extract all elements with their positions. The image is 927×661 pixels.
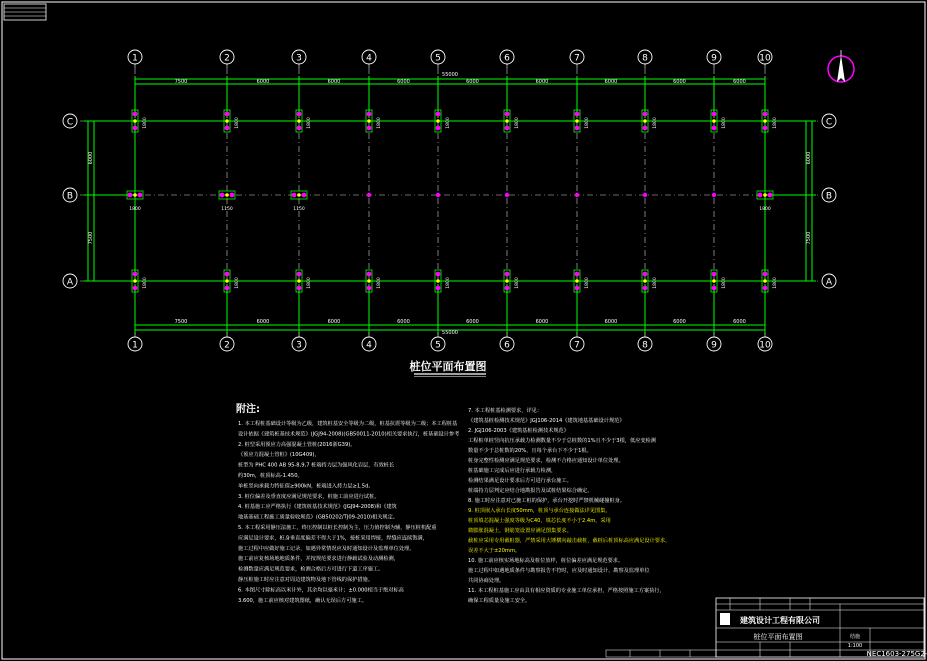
- pile-marker: [367, 126, 372, 131]
- pile-center: [505, 119, 509, 123]
- pile-marker: [297, 286, 302, 291]
- pile-center: [367, 119, 371, 123]
- bottom-spacing-label: 6000: [256, 319, 270, 325]
- top-spacing-label: 6000: [327, 79, 341, 85]
- column-axis-label: 6: [504, 340, 510, 351]
- row-axis-label: A: [825, 277, 833, 288]
- pile-marker: [220, 193, 225, 198]
- pile-marker: [712, 272, 717, 277]
- pile-marker: [302, 193, 307, 198]
- top-spacing-label: 6000: [466, 79, 479, 85]
- note-line: 4. 桩基施工应严格执行《建筑桩基技术规范》(JGJ94-2008)和《建筑: [238, 504, 397, 511]
- pile-center: [367, 279, 371, 283]
- note-line: 2. 桩型采用预应力高强混凝土管桩(2016浙G39)。: [238, 441, 356, 448]
- note-line: 1. 本工程桩基础设计等级为乙级，建筑桩基安全等级为二级，桩基抗震等级为二级；本工程桩基: [238, 421, 458, 427]
- pile-marker: [575, 286, 580, 291]
- pile-center: [436, 279, 440, 283]
- pile-marker: [505, 126, 510, 131]
- note-line: 6. 本图尺寸除标高以米计外，其余均以毫米计；±0.000相当于绝对标高: [238, 587, 404, 594]
- left-spacing-label: 6000: [88, 151, 94, 165]
- pile-marker: [643, 272, 648, 277]
- note-line: 设计依据《建筑桩基技术规范》(JGJ94-2008)(GB50011-2010)相关要求执行，桩基础设计参考: [238, 431, 460, 438]
- note-line: 施工前应复核场地地质条件，并按规范要求进行静载试验及动测检测，: [238, 556, 399, 563]
- row-axis-label: A: [66, 277, 74, 288]
- pile-marker: [367, 286, 372, 291]
- pile-marker: [367, 272, 372, 277]
- row-axis-label: C: [825, 117, 833, 128]
- note-line: 静压桩施工时应注意对周边建筑物及地下管线的保护措施。: [238, 577, 373, 583]
- pile-marker: [225, 286, 230, 291]
- pile-dimension-label: 1800: [446, 117, 451, 129]
- pile-marker: [505, 193, 509, 197]
- pile-marker: [367, 193, 371, 197]
- note-line: 共同协商处理。: [468, 578, 505, 584]
- pile-dimension-label: 1800: [585, 117, 590, 129]
- column-axis-label: 9: [711, 53, 717, 64]
- pile-center: [712, 119, 716, 123]
- pile-dimension-label: 1800: [307, 277, 312, 289]
- pile-marker: [758, 193, 763, 198]
- note-line: 3.600，施工前应核对建筑图纸，确认无误后方可施工。: [238, 597, 367, 604]
- note-line: 检测结果满足设计要求后方可进行承台施工。: [468, 478, 572, 484]
- top-spacing-label: 6000: [673, 79, 686, 85]
- pile-marker: [712, 193, 716, 197]
- note-line: 检测数量应满足规范要求，检测合格后方可进行下道工序施工。: [238, 566, 384, 573]
- column-axis-label: 2: [224, 340, 230, 351]
- pile-center: [225, 119, 229, 123]
- pile-dimension-label: 1800: [773, 277, 778, 289]
- note-line: 误差不大于±20mm。: [468, 548, 521, 554]
- pile-center: [643, 119, 647, 123]
- pile-marker: [505, 272, 510, 277]
- pile-dimension-label: 1800: [377, 117, 382, 129]
- bottom-spacing-label: 6000: [327, 319, 341, 325]
- pile-center: [297, 193, 301, 197]
- pile-dimension-label: 1800: [129, 207, 141, 212]
- pile-marker: [505, 112, 510, 117]
- pile-center: [575, 279, 579, 283]
- pile-marker: [225, 272, 230, 277]
- pile-center: [297, 279, 301, 283]
- pile-marker: [230, 193, 235, 198]
- pile-dimension-label: 1800: [653, 277, 658, 289]
- pile-dimension-label: 1800: [585, 277, 590, 289]
- pile-marker: [643, 112, 648, 117]
- pile-dimension-label: 1800: [759, 207, 771, 212]
- company-name: 建筑设计工程有限公司: [740, 616, 820, 625]
- note-line: 工程桩单桩竖向抗压承载力检测数量不少于总桩数的1%且不少于3根，低应变检测: [468, 438, 656, 444]
- pile-dimension-label: 1800: [377, 277, 382, 289]
- total-length-top: 55000: [442, 72, 458, 78]
- pile-marker: [436, 126, 441, 131]
- pile-marker: [138, 193, 143, 198]
- pile-marker: [292, 193, 297, 198]
- pile-dimension-label: 1800: [515, 277, 520, 289]
- note-line: 单桩竖向承载力特征值≥900kN，桩端进入持力层≥1.5d。: [238, 483, 374, 490]
- column-axis-label: 8: [642, 340, 648, 351]
- note-line: 桩型为 PHC 400 AB 95-8,9,7 桩端持力层为强风化岩层，有效桩长: [238, 462, 395, 469]
- title-block-scale: 1:100: [847, 643, 863, 649]
- note-line: 桩顶填芯混凝土强度等级为C40，填芯长度不小于2.4m，采用: [468, 518, 611, 524]
- pile-marker: [712, 112, 717, 117]
- column-axis-label: 6: [504, 53, 510, 64]
- note-line: 《预应力混凝土管桩》(10G409)，: [238, 452, 320, 459]
- note-line: 3. 桩位偏差及垂直度应满足规范要求，桩施工前应进行试桩。: [238, 493, 380, 500]
- pile-center: [436, 119, 440, 123]
- pile-marker: [225, 112, 230, 117]
- pile-marker: [575, 126, 580, 131]
- bottom-spacing-label: 6000: [604, 319, 618, 325]
- pile-marker: [436, 112, 441, 117]
- bottom-spacing-label: 6000: [535, 319, 549, 325]
- pile-dimension-label: 1800: [653, 117, 658, 129]
- note-line: 地基基础工程施工质量验收规范》(GB50202/TJ09-2010)相关规定。: [238, 514, 398, 521]
- drawing-number: NEC1603-275G2-: [866, 650, 927, 658]
- column-axis-label: 4: [366, 53, 372, 64]
- pile-marker: [575, 272, 580, 277]
- note-line: 微膨胀混凝土，钢筋笼设置应满足图集要求。: [468, 528, 572, 534]
- pile-marker: [297, 112, 302, 117]
- pile-marker: [763, 272, 768, 277]
- drawing-title: 桩位平面布置图: [409, 360, 487, 373]
- pile-marker: [575, 193, 579, 197]
- column-axis-label: 1: [132, 340, 138, 351]
- note-line: 应满足设计要求，桩身垂直度偏差不得大于1%，接桩采用焊接，焊缝应连续饱满，: [238, 535, 428, 542]
- pile-marker: [128, 193, 133, 198]
- pile-marker: [133, 112, 138, 117]
- pile-dimension-label: 1800: [515, 117, 520, 129]
- column-axis-label: 3: [296, 53, 302, 64]
- note-line: 《建筑基桩检测技术规范》JGJ106-2014《建筑地基基础设计规范》: [468, 418, 625, 424]
- notes-heading: 附注:: [236, 404, 260, 415]
- top-spacing-label: 6000: [397, 79, 410, 85]
- column-axis-label: 9: [711, 340, 717, 351]
- pile-marker: [133, 272, 138, 277]
- pile-marker: [436, 286, 441, 291]
- title-block-drawing-name: 桩位平面布置图: [753, 633, 803, 641]
- pile-dimension-label: 1800: [773, 117, 778, 129]
- total-length-bottom: 55000: [442, 330, 458, 336]
- pile-center: [133, 193, 137, 197]
- pile-center: [763, 119, 767, 123]
- pile-marker: [505, 286, 510, 291]
- pile-marker: [712, 286, 717, 291]
- pile-marker: [133, 286, 138, 291]
- pile-marker: [436, 272, 441, 277]
- pile-dimension-label: 1150: [221, 207, 233, 212]
- pile-marker: [763, 112, 768, 117]
- top-spacing-label: 6000: [256, 79, 270, 85]
- pile-marker: [768, 193, 773, 198]
- note-line: 5. 本工程采用静压法施工，终压控制以桩长控制为主，压力值控制为辅，静压桩机配重: [238, 525, 437, 531]
- left-spacing-label: 7500: [88, 231, 94, 245]
- pile-center: [225, 279, 229, 283]
- column-axis-label: 4: [366, 340, 372, 351]
- note-line: 桩端持力层判定应结合地勘报告及试桩结果综合确定。: [468, 488, 593, 494]
- row-axis-label: C: [66, 117, 74, 128]
- column-axis-label: 5: [435, 340, 441, 351]
- note-line: 桩基础施工完成后应进行承载力检测，: [468, 468, 557, 474]
- bottom-spacing-label: 6000: [397, 319, 410, 325]
- title-block-sheet: 结施: [849, 634, 861, 640]
- top-spacing-label: 6000: [535, 79, 549, 85]
- column-axis-label: 2: [224, 53, 230, 64]
- note-line: 10. 施工前应核实场地标高及桩位放样，桩位偏差应满足规范要求。: [468, 558, 624, 564]
- pile-dimension-label: 1800: [235, 277, 240, 289]
- note-line: 9. 桩顶嵌入承台长度50mm，桩顶与承台连接做法详见图集，: [468, 508, 611, 514]
- pile-marker: [575, 112, 580, 117]
- column-axis-label: 3: [296, 340, 302, 351]
- top-spacing-label: 7500: [174, 79, 188, 85]
- pile-center: [297, 119, 301, 123]
- note-line: 确保工程质量及施工安全。: [468, 598, 531, 604]
- note-line: 桩身完整性检测应满足规范要求，检测不合格应通知设计单位处理。: [468, 458, 624, 464]
- pile-dimension-label: 1800: [307, 117, 312, 129]
- pile-marker: [436, 193, 440, 197]
- pile-center: [505, 279, 509, 283]
- pile-marker: [763, 126, 768, 131]
- row-axis-label: B: [66, 191, 74, 202]
- note-line: 截桩应采用专用截桩器，严禁采用大锤横向敲击截桩，截桩后桩顶标高应满足设计要求，: [468, 538, 671, 544]
- note-line: 11. 本工程桩基施工应由具有相应资质的专业施工单位承担，严格按照施工方案执行，: [468, 588, 665, 594]
- bottom-spacing-label: 6000: [673, 319, 686, 325]
- pile-dimension-label: 1800: [446, 277, 451, 289]
- pile-center: [763, 279, 767, 283]
- column-axis-label: 7: [574, 53, 580, 64]
- column-axis-label: 8: [642, 53, 648, 64]
- top-spacing-label: 6000: [604, 79, 618, 85]
- pile-marker: [133, 126, 138, 131]
- pile-center: [575, 119, 579, 123]
- pile-marker: [297, 126, 302, 131]
- pile-marker: [297, 272, 302, 277]
- pile-marker: [643, 286, 648, 291]
- top-spacing-label: 6000: [733, 79, 746, 85]
- bottom-spacing-label: 6000: [466, 319, 479, 325]
- column-axis-label: 10: [759, 53, 771, 64]
- bottom-spacing-label: 7500: [174, 319, 188, 325]
- pile-center: [133, 119, 137, 123]
- note-line: 数量不少于总桩数的20%，且每个承台下不少于1根。: [468, 448, 592, 454]
- note-line: 约30m，桩顶标高-1.450。: [238, 473, 303, 479]
- pile-center: [133, 279, 137, 283]
- pile-marker: [643, 126, 648, 131]
- row-axis-label: B: [825, 191, 833, 202]
- note-line: 2. JGJ106-2003《建筑基桩检测技术规范》: [468, 428, 569, 434]
- pile-dimension-label: 1800: [143, 117, 148, 129]
- pile-center: [225, 193, 229, 197]
- note-line: 7. 本工程桩基检测要求，详见：: [468, 408, 543, 414]
- pile-dimension-label: 1800: [235, 117, 240, 129]
- pile-dimension-label: 1150: [293, 207, 305, 212]
- pile-dimension-label: 1800: [143, 277, 148, 289]
- pile-marker: [225, 126, 230, 131]
- pile-center: [712, 279, 716, 283]
- pile-center: [763, 193, 767, 197]
- pile-marker: [712, 126, 717, 131]
- pile-marker: [643, 193, 647, 197]
- pile-center: [643, 279, 647, 283]
- column-axis-label: 7: [574, 340, 580, 351]
- bottom-spacing-label: 6000: [733, 319, 746, 325]
- column-axis-label: 10: [759, 340, 771, 351]
- column-axis-label: 5: [435, 53, 441, 64]
- note-line: 施工过程中如遇地质条件与勘察报告不符时，应及时通知设计、勘察及监理单位: [468, 568, 650, 574]
- pile-marker: [367, 112, 372, 117]
- right-spacing-label: 6000: [806, 151, 812, 165]
- note-line: 施工过程中应做好施工记录，如遇异常情况应及时通知设计及监理单位处理。: [238, 545, 415, 552]
- right-spacing-label: 7500: [806, 231, 812, 245]
- pile-dimension-label: 1800: [722, 277, 727, 289]
- pile-dimension-label: 1800: [722, 117, 727, 129]
- pile-marker: [763, 286, 768, 291]
- column-axis-label: 1: [132, 53, 138, 64]
- note-line: 8. 施工时应注意对已施工桩的保护，承台开挖时严禁机械碰撞桩身。: [468, 498, 626, 504]
